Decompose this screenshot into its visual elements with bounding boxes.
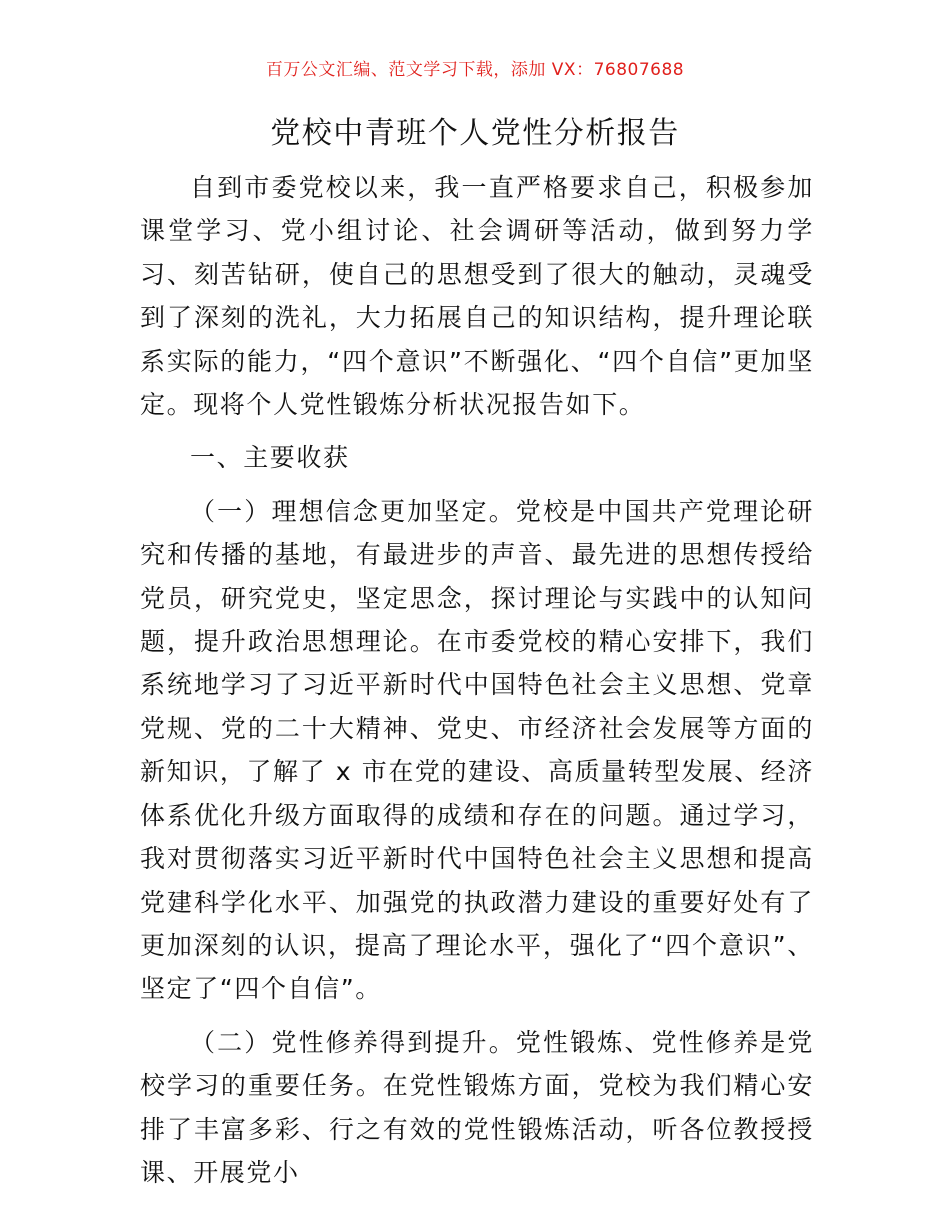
document-title: 党校中青班个人党性分析报告 (270, 116, 680, 151)
intro-paragraph: 自到市委党校以来，我一直严格要求自己，积极参加课堂学习、党小组讨论、社会调研等活动，做到努力学习、刻苦钻研，使自己的思想受到了很大的触动，灵魂受到了深刻的洗礼，大力拓展自己的知识结构，提升理论联系实际的能力，“四个意识”不断强化、“四个自信”更加坚定。现将个人党性锻炼分析状况报告如下。 (140, 173, 814, 420)
document-body (140, 166, 814, 1194)
paragraph-ideals-faith: （一）理想信念更加坚定。党校是中国共产党理论研究和传播的基地，有最进步的声音、最先进的思想传授给党员，研究党史，坚定思念，探讨理论与实践中的认知问题，提升政治思想理论。在市委党校的精心安排下，我们系统地学习了习近平新时代中国特色社会主义思想、党章党规、党的二十大精神、党史、市经济社会发展等方面的新知识，了解了 x 市在党的建设、高质量转型发展、经济体系优化升级方面取得的成绩和存在的问题。通过学习，我对贯彻落实习近平新时代中国特色社会主义思想和提高党建科学化水平、加强党的执政潜力建设的重要好处有了更加深刻的认识，提高了理论水平，强化了“四个意识”、坚定了“四个自信”。 (140, 496, 814, 1004)
promo-header: 百万公文汇编、范文学习下载，添加 VX：76807688 (265, 60, 685, 80)
paragraph-party-cultivation: （二）党性修养得到提升。党性锻炼、党性修养是党校学习的重要任务。在党性锻炼方面，党校为我们精心安排了丰富多彩、行之有效的党性锻炼活动，听各位教授授课、开展党小 (140, 1027, 814, 1187)
section-heading-main-gains: 一、主要收获 (190, 443, 350, 473)
